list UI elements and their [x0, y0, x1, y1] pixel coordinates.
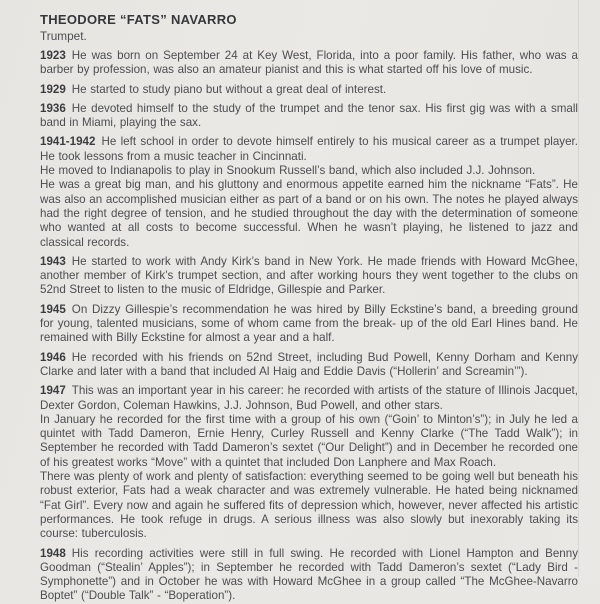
bio-entry-1946 [40, 351, 578, 380]
entry-text: In January he recorded for the first time with a group of his own (“Goin’ to Minton’s”); in July he led a quintet with Tadd Dameron, Ernie Henry, Curley Russell and Kenny Clarke (“The Tadd Walk”); in September he recorded with Tadd Dameron’s sextet (“Our Delight”) and in December he recorded one of his greatest works “Move” with a quintet that included Don Lanphere and Max Roach. [40, 412, 578, 469]
bio-entry-1923 [40, 49, 578, 78]
entry-text: His recording activities were still in full swing. He recorded with Lionel Hampton and Benny Goodman (“Stealin’ Apples”); in September he recorded with Tadd Dameron’s sextet (“Lady Bird - Symphonette”) and in October he was with Howard McGhee in a group called “The McGhee-Navarro Boptet” (“Double Talk” - “Boperation”). [40, 546, 578, 603]
page-subtitle: Trumpet. [40, 29, 87, 43]
entry-year: 1929 [40, 82, 66, 96]
entry-text: He started to study piano but without a great deal of interest. [71, 82, 387, 96]
entry-year: 1943 [40, 254, 66, 268]
entry-text: He left school in order to devote himself entirely to his musical career as a trumpet player. He took lessons from a music teacher in Cincinnati. [40, 135, 578, 163]
entry-text: This was an important year in his career: he recorded with artists of the stature of Illinois Jacquet, Dexter Gordon, Coleman Hawkins, J.J. Johnson, Bud Powell, and other stars. [40, 384, 578, 412]
entry-year: 1948 [40, 546, 66, 560]
entry-text: He devoted himself to the study of the trumpet and the tenor sax. His first gig was with a small band in Miami, playing the sax. [40, 101, 578, 130]
bio-entry-1945 [40, 303, 578, 346]
entry-text: He moved to Indianapolis to play in Snookum Russell’s band, which also included J.J. Johnson. [40, 164, 536, 178]
bio-entry-1941-1942 [40, 135, 578, 249]
bio-entry-1929 [40, 83, 578, 97]
scan-crease-line [578, 0, 579, 577]
entry-year: 1923 [40, 49, 66, 62]
biography-article [40, 12, 578, 604]
entry-year: 1936 [40, 101, 66, 115]
entry-text: He started to work with Andy Kirk’s band in New York. He made friends with Howard McGhee, another member of Kirk’s trumpet section, and after working hours they went together to the clubs on 52nd Street to listen to the music of Eldridge, Gillespie and Parker. [40, 254, 578, 297]
bio-entry-1936 [40, 102, 578, 131]
bio-entry-1948 [40, 547, 578, 604]
bio-entry-1943 [40, 255, 578, 298]
bio-entry-1947 [40, 384, 578, 541]
entry-text: He was born on September 24 at Key West, Florida, into a poor family. His father, who was a barber by profession, was also an amateur pianist and this is what started off his love of music. [40, 49, 578, 77]
entry-text: He was a great big man, and his gluttony and enormous appetite earned him the nickname “Fats”. He was also an accomplished musician either as part of a band or on his own. The notes he played always had the right degree of tension, and he studied throughout the day with the determination of someone who wanted at all costs to become successful. When he wasn’t playing, he listened to jazz and classical records. [40, 178, 578, 249]
entry-text: There was plenty of work and plenty of satisfaction: everything seemed to be going well but beneath his robust exterior, Fats had a weak character and was extremely vulnerable. He hated being nicknamed “Fat Girl”. Every now and again he suffered fits of depression which, however, never affected his artistic performances. He took refuge in drugs. A serious illness was also slowly but inexorably taking its course: tuberculosis. [40, 470, 578, 541]
page-title: THEODORE “FATS” NAVARRO [40, 12, 237, 27]
entry-text: On Dizzy Gillespie’s recommendation he was hired by Billy Eckstine’s band, a breeding ground for young, talented musicians, some of whom came from the break- up of the old Earl Hines band. He remained with Billy Eckstine for almost a year and a half. [40, 302, 578, 345]
biography-entries [40, 49, 578, 604]
entry-year: 1941-1942 [40, 135, 96, 149]
entry-year: 1946 [40, 350, 66, 364]
entry-text: He recorded with his friends on 52nd Street, including Bud Powell, Kenny Dorham and Kenny Clarke and later with a band that included Al Haig and Eddie Davis (“Hollerin’ and Screamin’”). [40, 350, 578, 378]
entry-year: 1945 [40, 302, 66, 316]
entry-year: 1947 [40, 384, 66, 398]
